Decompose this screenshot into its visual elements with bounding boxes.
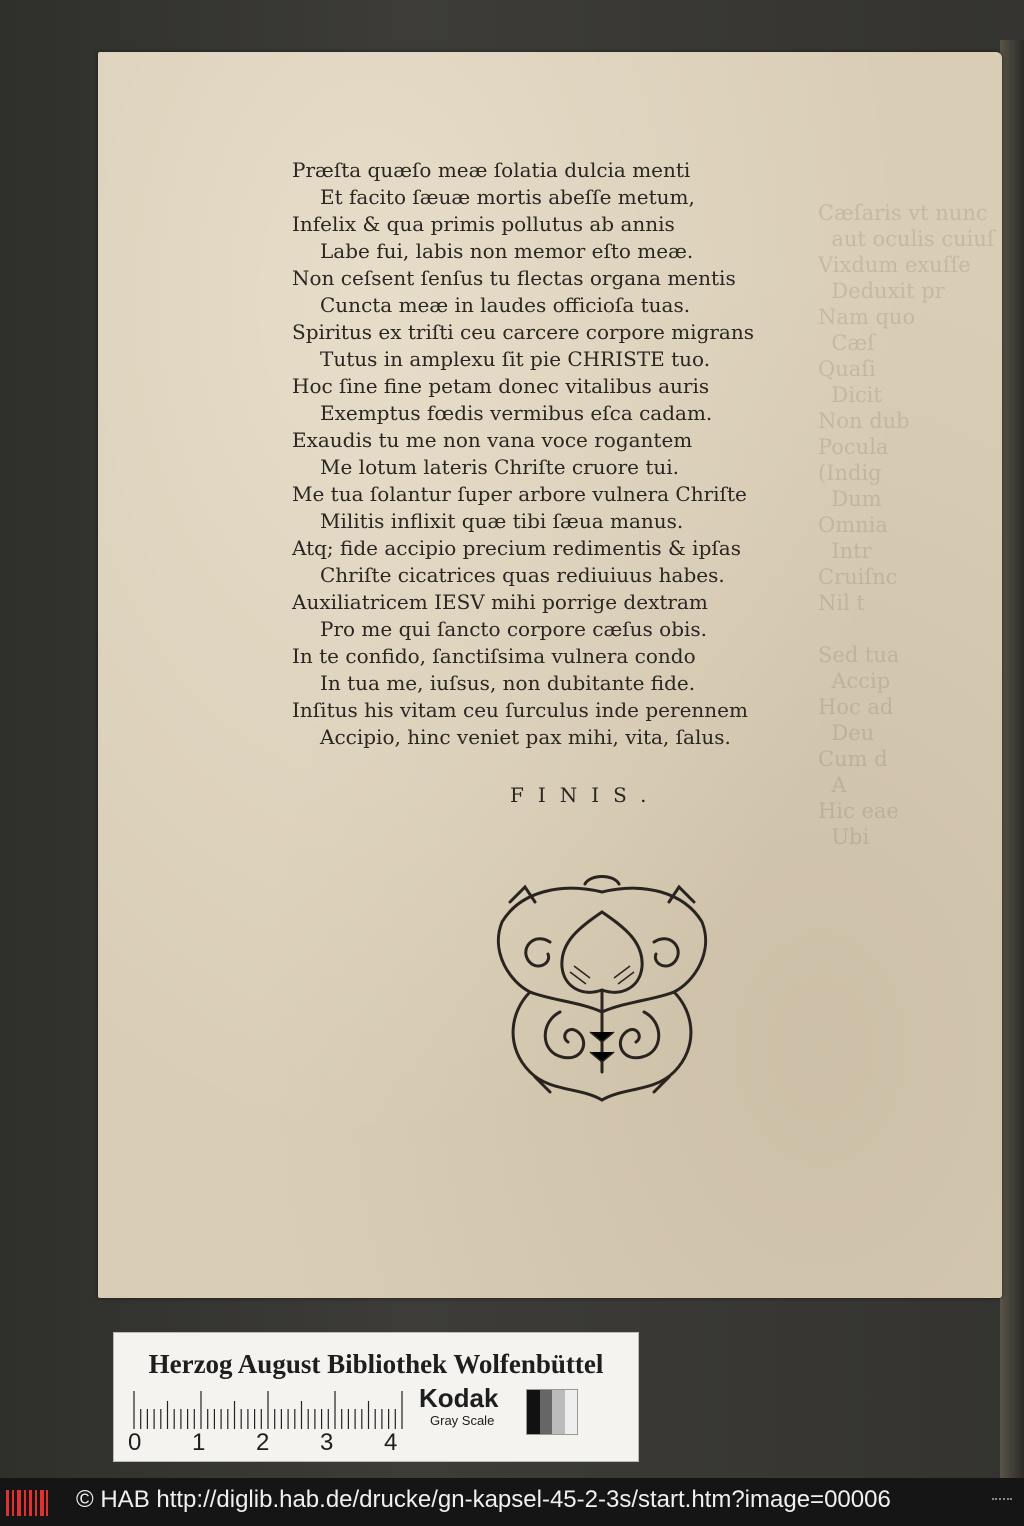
poem (292, 157, 822, 751)
library-name: Herzog August Bibliothek Wolfenbüttel (148, 1349, 604, 1379)
finis-label: FINIS. (510, 783, 661, 807)
kodak-logo: Kodak (419, 1383, 499, 1413)
bleed-through: Cæſaris vt nunc aut oculis cuiuſ Vixdum exuſſe Deduxit pr Nam quo Cæſ Quaſi Dicit Non dub Pocula (Indig Dum Omnia Intr Cruiſnc Nil t Sed tua Accip Hoc ad Deu Cum d A Hic eae Ubi (818, 201, 995, 849)
poem-line: Me lotum lateris Chriſte cruore tui. (320, 455, 680, 479)
poem-line: Cuncta meæ in laudes officioſa tuas. (320, 293, 691, 317)
ruler-number: 2 (256, 1429, 270, 1456)
footer-dots (992, 1498, 1012, 1508)
poem-line: In tua me, iuſsus, non dubitante fide. (320, 671, 696, 695)
poem-line: In te confido, ſanctiſsima vulnera condo (292, 644, 696, 668)
poem-line: Exaudis tu me non vana voce rogantem (292, 428, 693, 452)
color-reference-card (113, 1332, 639, 1462)
ruler-number: 3 (320, 1429, 334, 1456)
poem-line: Militis inflixit quæ tibi ſæua manus. (320, 509, 684, 533)
poem-line: Me tua ſolantur ſuper arbore vulnera Chriſte (292, 482, 747, 506)
poem-line: Et facito ſæuæ mortis abeſſe metum, (320, 185, 695, 209)
barcode-icon (6, 1490, 48, 1516)
poem-line: Auxiliatricem IESV mihi porrige dextram (292, 590, 708, 614)
gray-scale-label: Gray Scale (430, 1413, 495, 1428)
poem-line: Accipio, hinc veniet pax mihi, vita, ſalus. (320, 725, 731, 749)
poem-line: Inſitus his vitam ceu ſurculus inde perennem (292, 698, 748, 722)
ruler-number: 4 (384, 1429, 398, 1456)
poem-line: Non ceſsent ſenſus tu flectas organa mentis (292, 266, 736, 290)
footer-bar (0, 1478, 1024, 1526)
ruler-scale (132, 1389, 412, 1429)
gray-scale-patches (526, 1389, 578, 1435)
poem-line: Exemptus fœdis vermibus eſca cadam. (320, 401, 713, 425)
printer-ornament (490, 872, 714, 1104)
poem-line: Tutus in amplexu ſit pie CHRISTE tuo. (320, 347, 711, 371)
poem-line: Hoc ſine fine petam donec vitalibus auris (292, 374, 710, 398)
poem-line: Chriſte cicatrices quas rediuiuus habes. (320, 563, 725, 587)
ruler-number: 0 (128, 1429, 142, 1456)
poem-line: Infelix & qua primis pollutus ab annis (292, 212, 675, 236)
poem-line: Pro me qui ſancto corpore cæſus obis. (320, 617, 708, 641)
poem-line: Labe fui, labis non memor eſto meæ. (320, 239, 694, 263)
poem-line: Atq; fide accipio precium redimentis & ipſas (292, 536, 741, 560)
poem-line: Præſta quæſo meæ ſolatia dulcia menti (292, 158, 691, 182)
poem-line: Spiritus ex triſti ceu carcere corpore migrans (292, 320, 755, 344)
ruler-number: 1 (192, 1429, 206, 1456)
copyright-url: © HAB http://diglib.hab.de/drucke/gn-kapsel-45-2-3s/start.htm?image=00006 (76, 1486, 891, 1513)
